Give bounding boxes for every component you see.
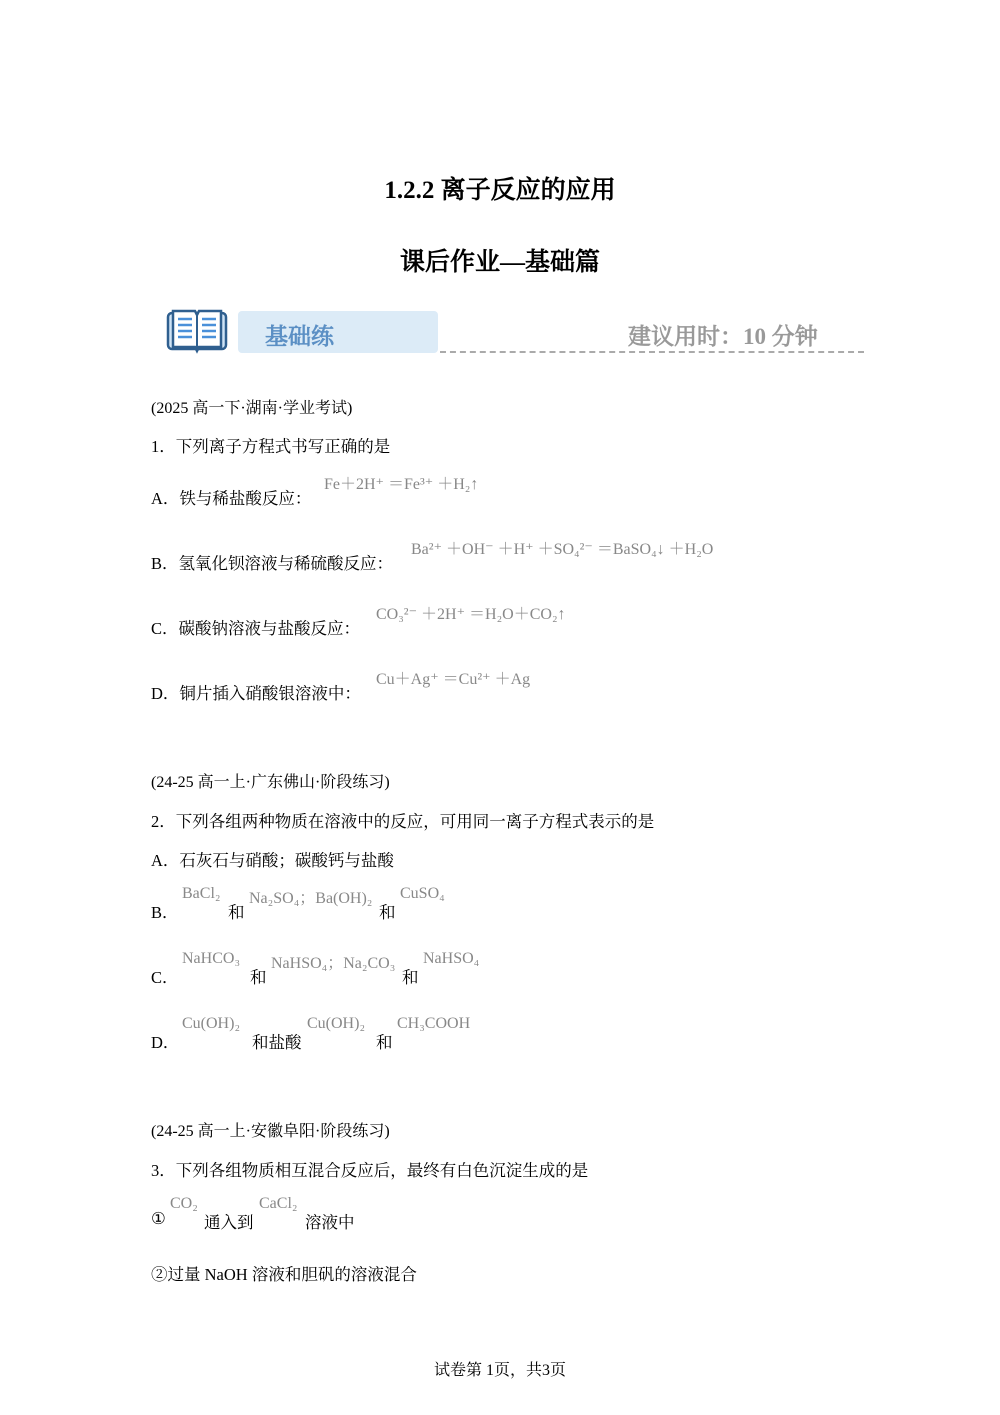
q2-stem: 2．下列各组两种物质在溶液中的反应，可用同一离子方程式表示的是 [151,812,655,831]
q3-item-1-word-1: 通入到 [204,1213,254,1232]
q2-b-word-2: 和 [379,903,396,922]
q1-source: (2025 高一下·湖南·学业考试) [151,400,353,417]
q2-option-c[interactable]: C． [151,968,179,987]
page-title: 1.2.2 离子反应的应用 [384,177,616,204]
page-footer: 试卷第 1页，共3页 [433,1362,566,1379]
q1-option-a-formula: Fe＋2H⁺ ＝Fe³⁺ ＋H₂↑ [324,476,479,493]
q2-d-formula-1: Cu(OH)₂ [182,1015,241,1032]
q2-d-formula-2: Cu(OH)₂ [307,1015,366,1032]
q1-option-b-formula: Ba²⁺ ＋OH⁻ ＋H⁺ ＋SO₄²⁻ ＝BaSO₄↓ ＋H₂O [411,541,714,558]
q2-option-a[interactable]: A．石灰石与硝酸；碳酸钙与盐酸 [151,851,394,870]
q2-option-d[interactable]: D． [151,1033,180,1052]
q3-item-1-formula-1: CO₂ [170,1195,198,1212]
q2-c-formula-2: NaHSO₄；Na₂CO₃ [271,955,396,972]
option-text: D．铜片插入硝酸银溶液中： [151,684,361,703]
q2-b-word-1: 和 [228,903,245,922]
q2-b-formula-3: CuSO₄ [400,885,445,902]
q2-c-word-2: 和 [402,968,419,987]
option-text: B．氢氧化钡溶液与稀硫酸反应： [151,554,394,573]
q3-item-1-label: ① [151,1209,166,1228]
q1-option-c-formula: CO₃²⁻ ＋2H⁺ ＝H₂O＋CO₂↑ [376,606,566,623]
q1-option-b[interactable] [151,550,393,574]
q1-option-a[interactable] [151,485,311,509]
q2-c-formula-3: NaHSO₄ [423,950,480,967]
q2-b-formula-1: BaCl₂ [182,885,221,902]
q2-c-formula-1: NaHCO₃ [182,950,241,967]
book-icon [165,307,229,355]
q2-d-word-1: 和盐酸 [252,1033,302,1052]
q2-c-word-1: 和 [250,968,267,987]
q3-stem: 3．下列各组物质相互混合反应后，最终有白色沉淀生成的是 [151,1161,589,1180]
q2-d-word-2: 和 [376,1033,393,1052]
q2-source: (24-25 高一上·广东佛山·阶段练习) [151,774,390,791]
option-text: C．碳酸钠溶液与盐酸反应： [151,619,361,638]
page-subtitle: 课后作业—基础篇 [399,249,600,276]
q3-source: (24-25 高一上·安徽阜阳·阶段练习) [151,1123,390,1140]
q1-option-d[interactable] [151,680,361,704]
q2-option-b[interactable]: B． [151,903,179,922]
q3-item-2: ②过量 NaOH 溶液和胆矾的溶液混合 [151,1265,417,1284]
q2-b-formula-2: Na₂SO₄；Ba(OH)₂ [249,890,373,907]
banner-divider [440,351,864,353]
suggested-time: 建议用时：10 分钟 [628,324,818,349]
q1-option-d-formula: Cu＋Ag⁺ ＝Cu²⁺ ＋Ag [376,671,531,688]
q3-item-1-word-2: 溶液中 [305,1213,355,1232]
banner-label: 基础练 [265,324,334,349]
q1-stem: 1．下列离子方程式书写正确的是 [151,437,391,456]
q3-item-1-formula-2: CaCl₂ [259,1195,298,1212]
q2-d-formula-3: CH₃COOH [397,1015,471,1032]
q1-option-c[interactable] [151,615,360,639]
option-text: A．铁与稀盐酸反应： [151,489,312,508]
